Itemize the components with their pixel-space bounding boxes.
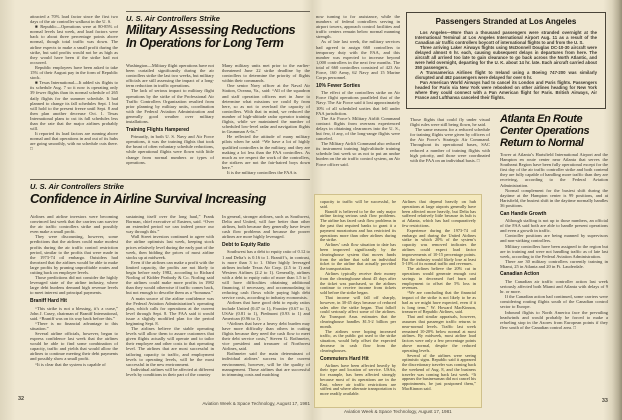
paragraph: capacity to traffic will be successful, he said. <box>320 200 396 209</box>
paragraph: now turning to for assistance, while the numbers of federal controllers serving in airport towers, approach control facilities and traffic centers remain below normal manning strength. <box>316 14 400 40</box>
paragraph: Primarily, in both U. S. Navy and Air Force operations, it was the training flights that took the brunt of often voluntary schedule reductions, while operational flights were flown with little change from normal numbers or types of operations. <box>126 134 214 165</box>
paragraph: Even if the airlines can make a profit with the limited capacity, the profits are not likely to begin before early 1982, according to Richard Norling of Kidder Peabody & Co. Norling said the airlines could make more profits in 1982 than they would otherwise if traffic comes back, but not enough to describe them as a “bonanza.” <box>126 259 214 296</box>
military-article-header <box>126 11 310 50</box>
page-edge-shadow <box>612 0 622 420</box>
paragraph: Airlines’ cash flow situation to date has been improved significantly by the clearinghouse system that moves funds from the airline that sold an individual ticket to the airline that actually provided the transportation. <box>320 242 396 272</box>
subhead: Canadian Action <box>500 271 540 278</box>
military-column-4 <box>410 117 490 191</box>
paragraph: It is the military controllers the FAA is <box>227 169 297 175</box>
paragraph: ■ Texas International—It added six flights to its schedule Aug. 7 so it now is operating only 39 fewer flights than its normal schedule of 265 daily flights for the summer schedule. It had planned to change its fall schedules Sept. 1 but will hold to the present freeze until Sept. 8 and then plan another decrease Oct. 1. Texas International plans to cut its fall schedules less than the rate that the major airlines probably will. <box>30 80 118 132</box>
military-headline-line1: Military Assessing Reductions <box>126 22 296 37</box>
military-column-1 <box>126 63 214 177</box>
subhead: Can Handle Growth <box>500 210 547 217</box>
confidence-article-header <box>30 182 310 206</box>
left-footer-credit: Aviation Week & Space Technology, August 17, 1981 <box>202 401 310 406</box>
paragraph: The airlines believe the stable operating levels will allow them to assure customers that given flights actually will operate and to tailor their employee and other costs to that operating level. The airlines that are most successful in tailoring capacity to traffic, and employment levels to operating levels, will be the most successful in the new environment. <box>126 326 214 367</box>
paragraph: There are 30 military controllers currently training in Miami, 25 in Atlanta and 20 in Ft. Lauderdale. <box>500 258 608 269</box>
subhead: Braniff Hard Hit <box>30 298 67 304</box>
paragraph: The Military Airlift Command also reduced its instrument training high-altitude training schedule last week so as not to put an undue burden on the air traffic control system, an Air Force officer said. <box>316 141 400 167</box>
paragraph: attracted a 70% load factor since the first two days of the air controller walkout in the U. S. <box>30 14 118 25</box>
paragraph: The same reasons for a reduced schedule for training flights were given by officers of the Air Force’s Strategic Air Command. Throughout its operational bases, SAC reduced a number of training flights with high priority, and those were coordinated with the FAA on an individual basis. □ <box>410 127 490 163</box>
paragraph: Los Angeles—More than a thousand passengers were stranded overnight at the International Terminal at Los Angeles International Airport Aug. 11 as a result of the Canadian air traffic controllers boycott of international flights to and from the U. S. <box>415 29 597 45</box>
paragraph: Washington—Military flight operations have not been curtailed significantly during the air controllers strike the last two weeks, but military officials are still assessing the impact of a long-term reduction in traffic operations. <box>126 63 214 89</box>
paragraph: Inbound flights to North America face the prevailing headwinds and would probably be forced to make a refueling stop in the Azores from European points if they flew south of the Canadian control area. □ <box>500 309 608 330</box>
atlanta-column <box>500 152 608 406</box>
confidence-column-4 <box>320 200 396 403</box>
confidence-headline: Confidence in Airline Survival Increasing <box>30 191 266 206</box>
subhead: Debt to Equity Ratio <box>222 241 270 248</box>
paragraph: Republic employees have been asked to take 15% of their August pay in the form of Republic stock. <box>30 64 118 81</box>
atlanta-article-header <box>500 113 608 149</box>
paragraph: Those flights that could fly under visual flight rules were still being flown, he said. <box>410 117 490 128</box>
paragraph: The lack of serious impact to military flight operations by the strike of the Professional Air Traffic Controllers Organization resulted from prior planning by military units, coordination with the Federal Aviation Administration and generally good weather over military installations. <box>126 88 214 125</box>
prev-article-tail-column <box>30 14 118 178</box>
paragraph: They were discounting, however, some predictions that the airlines could make modest profits during the air traffic control restriction period, similar to the profits that were made in the 1973-74 oil embargo. Outsiders had theorized that the airlines would be able to make large profits by pruning unprofitable routes and cutting back on employee levels. <box>30 234 118 276</box>
paragraph: The effect of the controllers strike on Air Force flight operations paralleled that of the Navy. The Air Force said it lost approximately 10% of all scheduled sorties that fell under FAA jurisdiction. <box>316 90 400 116</box>
confidence-column-5 <box>402 200 476 403</box>
paragraph: sustaining itself over the long haul,” Frank Borman, chief executive of Eastern, said. “Over an extended period we can indeed peace our way through this.” <box>126 214 214 235</box>
paragraph: That and similar appraisals, however, assumes that passenger traffic returns to near-normal levels. Traffic last week remained 10-20% below normal at most airlines. By midweek, most airline load factors were only a few percentage points above normal, despite the reduced operating levels. <box>402 314 476 353</box>
paragraph: Normal complement for the busiest shift during the daytime at the Hampton center is 99 positions, and at Hartsfield, the busiest shift in the daytime normally handles 36 positions. <box>500 187 608 208</box>
paragraph: He reflected the attitude of many military pilots when he said: “We have a lot of highly qualified controllers in the military, and they are making a lot less than the FAA controllers. As much as we respect the work of the controllers, the strikers are not the fair-haired boys down here.” <box>222 134 310 170</box>
paragraph: The airlines believe the 20% cut in operations would generate enough cost savings in decreased fuel burn and employment to offset the 5% loss in revenues. <box>402 266 476 291</box>
right-footer-credit: Aviation Week & Space Technology, August 17, 1981 <box>344 409 452 414</box>
right-page-number: 33 <box>601 398 608 404</box>
paragraph: Although staffing is not up to those numbers, an official of the FAA said both are able to handle present operations and even a growth in traffic. <box>500 218 608 234</box>
subhead: 10% Fewer Sorties <box>316 82 361 89</box>
paragraph: Many military units met prior to the earlier-threatened June 22 strike deadline by the controllers to determine the priority of flights within their commands. <box>222 63 310 84</box>
confidence-kicker: U. S. Air Controllers Strike <box>30 182 124 191</box>
paragraph: Airlines and airline investors were becoming convinced last week that the carriers can survive the air traffic controllers strike and possibly even make a small profit. <box>30 214 118 235</box>
paragraph: ■ Republic—Operations were at 80-85% of normal levels last week, and load factors were back to about three percentage points above normal, though total traffic was down. The airline expects to make a small profit during the strike, but said profits would not be as high as they would have been if the strike had not occurred. <box>30 24 118 65</box>
paragraph: As of late last week, the military services had agreed to assign 660 controllers to temporary duty with the FAA, and this number was expected to increase beyond 1,000 controllers in the next few months. The total of 660 controllers consisted of 423 Air Force, 160 Army, 62 Navy and 15 Marine Corps personnel. <box>316 39 400 81</box>
paragraph: Military controllers have been assigned to the region but are in training and were not handling traffic as of late last week, according to the Federal Aviation Administration. <box>500 243 608 259</box>
paragraph: “Airlines that have a heavy debt burden may have more difficulty than others in cutting flights because they need the cash flow to meet their debt service costs,” Steven G. Rothmeier, vice president and treasurer of Northwest Airlines, said. <box>222 320 310 352</box>
paragraph: In general, stronger airlines, such as Southwest, Delta and United, will fare better than other airlines, both because they generally have fewer cash flow problems and because the poorer airlines are more highly leveraged. <box>222 214 310 240</box>
paragraph: “It is clear that the system is capable of <box>35 361 106 367</box>
subhead: Commuters Hard Hit <box>320 356 369 362</box>
paragraph: Airlines have been affected heavily by their type and location of service. USAir, for example, has been affected strongly because most of its operations are in the East, where air traffic restrictions are stiffest and where alternate transportation is more readily available. <box>320 362 396 397</box>
paragraph: Experience during the 1973-74 oil embargo and during the United Airlines strike in which 20% of the system’s capacity was removed indicates the airlines could expect load factor improvements of 10-15 percentage points. But the industry would likely lose at least 5-10% of its normal traffic and revenues. <box>402 227 476 267</box>
military-headline <box>126 24 310 50</box>
stranded-box <box>406 12 606 109</box>
paragraph: “This strike is not a blessing, it’s a curse,” John J. Casey, chairman of Braniff International, said. “Braniff was on its way back before this.” <box>30 305 118 321</box>
paragraph: The Air Force’s Military Airlift Command contract flights from overseas experienced delays in obtaining clearances into the U. S., but few, if any, of the long-range flights were canceled. <box>316 115 400 142</box>
paragraph: Individual airlines will be affected at different levels by conditions in their part of the country <box>126 366 214 377</box>
stranded-box-title: Passengers Stranded at Los Angeles <box>435 17 577 26</box>
paragraph: Wall Street investors continued to agree with the airline optimists last week, keeping stock prices relatively level during the early part of the week, then bidding the prices of most airline stocks up at midweek. <box>126 234 214 260</box>
paragraph: A main source of the airline confidence was the Federal Aviation Administration’s operating plan, which calls for operations at the current level through Sept. 8. The FAA said it would issue a slightly modified plan for the period beginning Sept. 8. <box>126 295 214 326</box>
paragraph: Southwest has a debt to equity ratio of 0.12 to 1 and Delta’s is 0.16 to 1. Braniff’s, in contrast, is more than 3 to 1. Other highly leveraged airlines include Texas Air Corp. (2.5 to 1) and Western Airlines (2.2 to 1). Generally, airlines with a debt to equity ratio of more than 1.5 to 1 will have difficulties obtaining additional financing, if necessary, and accommodating to reducing cash flows while paying high debt service costs, according to industry economists. <box>222 249 310 301</box>
paragraph: Controller positions are being manned by supervisors and non-striking controllers. <box>500 233 608 244</box>
paragraph: “There is no financial advantage to this situation.” <box>30 320 118 331</box>
paragraph: If the Canadian action had continued, some carriers were considering routing flights south of the Canadian control sector to Europe. <box>500 294 608 310</box>
military-column-2 <box>222 63 310 177</box>
paragraph: Airlines that depend heavily on hub operations at large airports generally have been affected more heavily, but Delta has suffered relatively little because its hub is at Atlanta, which has had comparatively few restrictions. <box>402 200 476 228</box>
military-column-3 <box>316 14 400 192</box>
paragraph: A Transamerica Airlines flight to Ireland using a Boeing 747-200 was similarly disrupted and 462 passengers were delayed for over 6 hr. <box>415 69 597 80</box>
paragraph: Pan American World Airways had to cancel its London and Paris flights. Passengers headed for Paris via New York were rebooked on other airlines heading for New York where they could connect with a Pan American flight for Paris. British Airways, Air France and Lufthansa canceled their flights. <box>415 79 597 100</box>
military-kicker: U. S. Air Controllers Strike <box>126 11 310 23</box>
left-page-number: 32 <box>18 396 25 402</box>
military-headline-line2: In Operations for Long Term <box>126 35 284 50</box>
paragraph: Those predictions did not consider the highly leveraged state of the airline industry, where large debt burdens demand high revenue levels to meet interest and principal payments. <box>30 275 118 296</box>
paragraph: The Canadian air traffic controller action last week seriously affected both Miami and Atlanta with delays of 9 hr. or more. <box>500 278 608 295</box>
paragraph: It reported its load factors are running above normal and that operations in and out of its hubs are going smoothly, with no schedule cuts there. □ <box>30 131 118 152</box>
paragraph: Three arriving Laker Airways flights using McDonnell Douglas DC-10-30 aircraft were delayed almost 6 hr. each, causing subsequent delays in departures from here. The aircraft all arrived too late to gain clearance to go back across the North Atlantic, and were held overnight, departing for the U. K. about 14 hr. late. Each aircraft carried about 350 passengers. <box>415 44 597 70</box>
paragraph: One senior Navy officer at the Naval Air Station, Oceana, Va., said: “All of the squadron and staff operation officers met in June to determine what missions we could fly from here, so as not to overload the capacity of controllers. With that in mind, we reduced the number of high-altitude radar operator training flights, while we maintained the number of scheduled low-level radar and navigation flights in Grumman A-6s.” <box>222 83 310 135</box>
paragraph: Several of the airlines were seeing optimistic signs. Republic said it appeared the discretionary traveler was coming back the weekend of Aug. 8, and the business traveler was coming back last week. “It appears the businessman did not cancel his appointments, he just postponed them,” MacKinnon said. <box>402 352 476 392</box>
paragraph: “We are concluding that the financial impact of the strike is not likely to be as bad as we might have expected, even if it is long term,” W. Howard MacKinnon, treasurer of Republic Airlines, said. <box>402 290 476 315</box>
paragraph: That income will fall off sharply, however, in 30-45 days because of reduced sales after the strike began. That falloff could seriously affect some of the airlines. Air Transport Assn. estimates that the clearinghouse handles $1.5-2 billion per month. <box>320 294 396 329</box>
confidence-column-1 <box>30 214 118 400</box>
paragraph: Airlines typically receive their money from the clearinghouse about 45 days after the ticket was purchased, so the airlines continue to receive income from tickets sold before the strike began. <box>320 270 396 296</box>
stranded-box-body <box>415 30 597 100</box>
confidence-column-3 <box>222 214 310 400</box>
confidence-column-2 <box>126 214 214 400</box>
paragraph: Rothmeier said the main determinant of individual airlines’ success in the current environment, however, will be the quality of management. Those airlines that are successful in trimming costs and matching <box>222 351 310 377</box>
paragraph: The airlines were hoping increased traffic, as the public got used to the strike situation, would help offset the expected decrease in cash flow from the clearinghouses. <box>320 328 396 353</box>
paragraph: Airlines that have good debt to equity ratios include United (0.47 to 1), Frontier (0.67 to 1), USAir (0.81 to 1), Piedmont (0.93 to 1) and American (0.96 to 1). <box>222 300 310 321</box>
paragraph: Several airline officials, however, began to express confidence last week that the airlines would be able to find some combination of capacity, traffic and yields that would allow the airlines to continue meeting their debt payments and possibly show a small profit. <box>30 330 118 362</box>
paragraph: Tower at Atlanta’s Hartsfield International Airport and the Hampton en route center near Atlanta that serves the Southeast Region have been fully operational except for the first day of the air traffic controller strike and both contend they are fully capable of handling more traffic than they are receiving, according to the Federal Aviation Administration. <box>500 152 608 188</box>
atlanta-headline: Atlanta En Route Center Operations Return to Normal <box>500 113 590 149</box>
section-divider-rule <box>30 179 310 180</box>
subhead: Training Flights Hampered <box>126 126 190 133</box>
paragraph: Braniff is believed to be the only major airline facing serious cash flow problems. The airline has faced cash flow problems in the past that required banks to grant it a payment moratorium and has restricted its operations more than other airlines during the strike. <box>320 208 396 243</box>
